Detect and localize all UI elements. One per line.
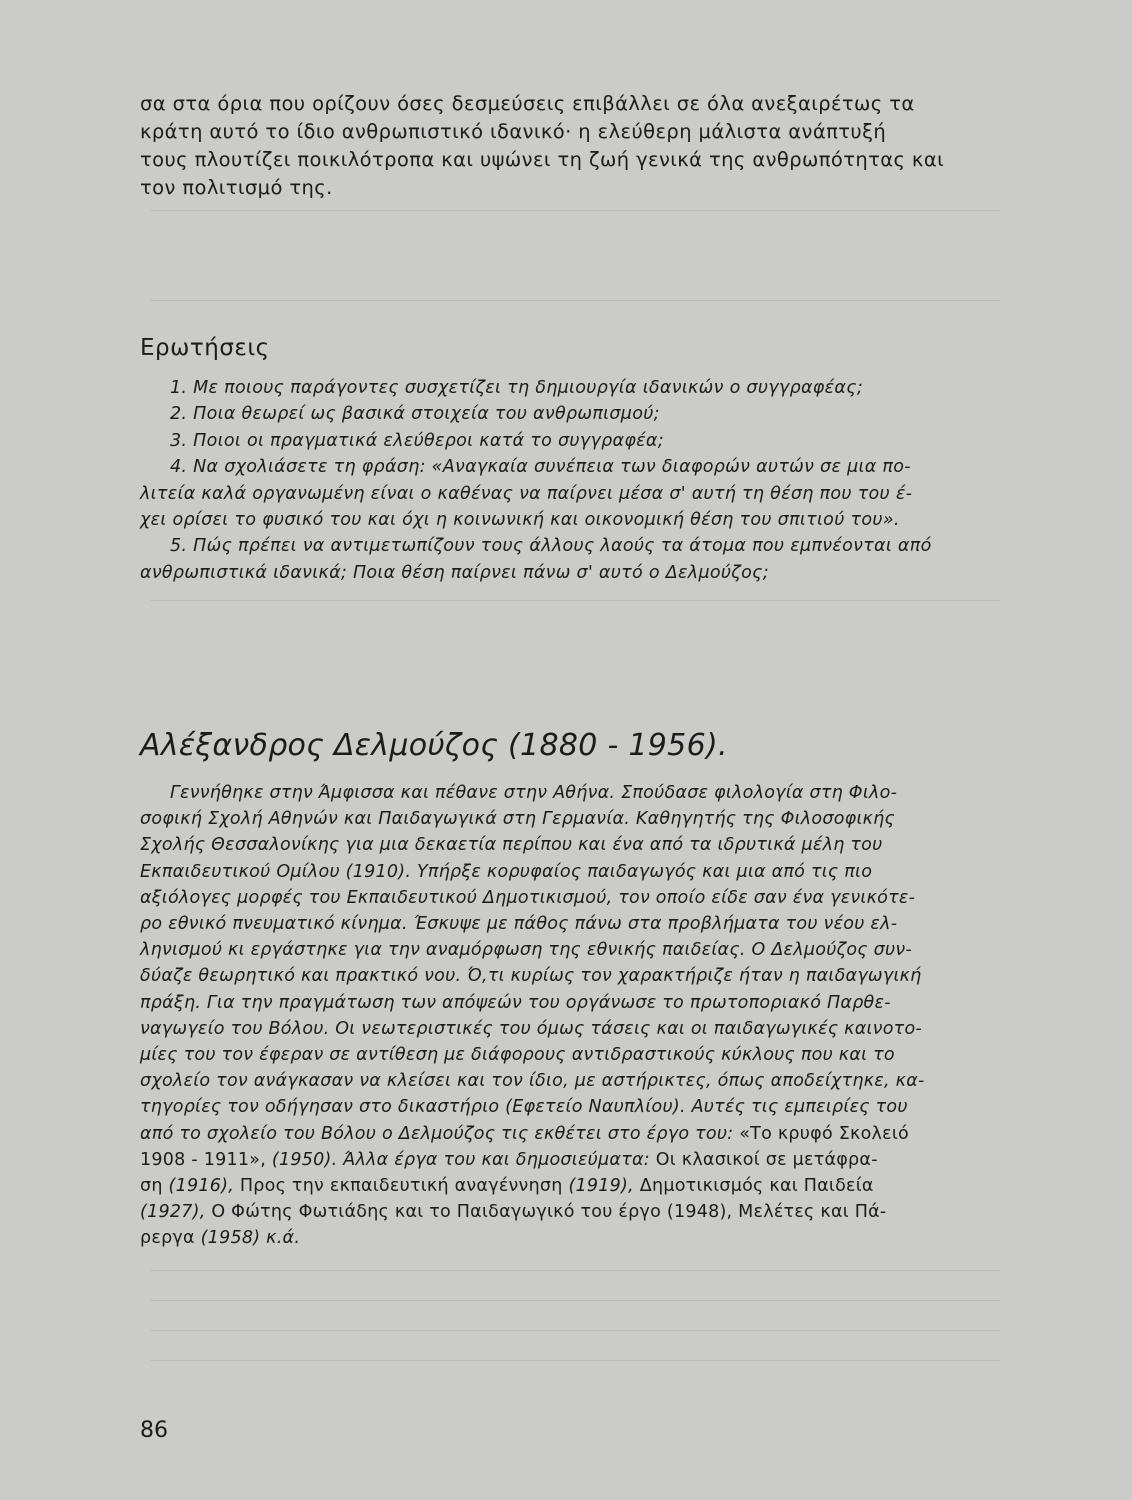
bio-line: Σχολής Θεσσαλονίκης για μια δεκαετία περίπου και ένα από τα ιδρυτικά μέλη του	[140, 835, 883, 856]
bio-line	[140, 1199, 1014, 1225]
work-date: (1958) κ.ά.	[200, 1228, 301, 1249]
biography-paragraph	[140, 780, 1014, 1252]
question-line: 4. Να σχολιάσετε τη φράση: «Αναγκαία συνέπεια των διαφορών αυτών σε μια πο-	[170, 457, 911, 478]
work-title: ρεργα	[140, 1228, 195, 1249]
bio-line: Γεννήθηκε στην Άμφισσα και πέθανε στην Αθήνα. Σπούδασε φιλολογία στη Φιλο-	[170, 783, 898, 803]
bio-line: Εκπαιδευτικού Ομίλου (1910). Υπήρξε κορυφαίος παιδαγωγός και μια από τις πιο	[140, 861, 873, 882]
bio-line: αξιόλογες μορφές του Εκπαιδευτικού Δημοτικισμού, τον οποίο είδε σαν ένα γενικότε-	[140, 887, 916, 908]
question-line: 5. Πώς πρέπει να αντιμετωπίζουν τους άλλους λαούς τα άτομα που εμπνέονται από	[170, 536, 932, 557]
intro-line: τον πολιτισμό της.	[140, 176, 333, 199]
bio-line: σοφική Σχολή Αθηνών και Παιδαγωγικά στη Γερμανία. Καθηγητής της Φιλοσοφικής	[140, 809, 896, 830]
bio-text: από το σχολείο του Βόλου ο Δελμούζος τις εκθέτει στο έργο του:	[140, 1123, 734, 1144]
page-number: 86	[140, 1418, 168, 1443]
intro-line: κράτη αυτό το ίδιο ανθρωπιστικό ιδανικό· η ελεύθερη μάλιστα ανάπτυξή	[140, 120, 887, 143]
bio-line: ληνισμού κι εργάστηκε για την αναμόρφωση της εθνικής παιδείας. Ο Δελμούζος συν-	[140, 940, 912, 961]
questions-list	[140, 375, 1014, 586]
other-works-label: Άλλα έργα του και δημοσιεύματα:	[343, 1149, 650, 1170]
bio-line	[140, 1147, 1014, 1173]
work-title: «Το κρυφό Σκολειό	[739, 1123, 909, 1144]
intro-line: σα στα όρια που ορίζουν όσες δεσμεύσεις επιβάλλει σε όλα ανεξαιρέτως τα	[140, 92, 915, 115]
work-date: (1950).	[271, 1149, 338, 1170]
work-title: Δημοτικισμός και Παιδεία	[639, 1176, 874, 1197]
intro-paragraph	[140, 90, 1012, 202]
work-date: (1927),	[140, 1202, 206, 1223]
question-line: λιτεία καλά οργανωμένη είναι ο καθένας να παίρνει μέσα σ' αυτή τη θέση που του έ-	[140, 483, 913, 504]
work-title: ση	[140, 1176, 163, 1197]
question-line: ανθρωπιστικά ιδανικά; Ποια θέση παίρνει πάνω σ' αυτό ο Δελμούζος;	[140, 562, 769, 583]
questions-heading: Ερωτήσεις	[140, 335, 270, 361]
bio-line: ναγωγείο του Βόλου. Οι νεωτεριστικές του όμως τάσεις και οι παιδαγωγικές καινοτο-	[140, 1018, 922, 1039]
work-date: (1919),	[568, 1176, 634, 1197]
bio-line: δύαζε θεωρητικό και πρακτικό νου. Ό,τι κυρίως τον χαρακτήριζε ήταν η παιδαγωγική	[140, 966, 922, 987]
question-line: 3. Ποιοι οι πραγματικά ελεύθεροι κατά το συγγραφέα;	[170, 430, 664, 451]
question-line: 2. Ποια θεωρεί ως βασικά στοιχεία του ανθρωπισμού;	[170, 404, 660, 425]
bio-line: μίες του τον έφεραν σε αντίθεση με διάφορους αντιδραστικούς κύκλους που και το	[140, 1045, 895, 1066]
bio-line: σχολείο τον ανάγκασαν να κλείσει και τον ίδιο, με αστήρικτες, όπως αποδείχτηκε, κα-	[140, 1071, 925, 1092]
bio-line: τηγορίες τον οδήγησαν στο δικαστήριο (Εφετείο Ναυπλίου). Αυτές τις εμπειρίες του	[140, 1097, 908, 1118]
bio-line: πράξη. Για την πραγμάτωση των απόψεών του οργάνωσε το πρωτοποριακό Παρθε-	[140, 992, 891, 1013]
bio-line	[140, 1173, 1014, 1199]
bio-line	[140, 1225, 1014, 1251]
bio-line: ρο εθνικό πνευματικό κίνημα. Έσκυψε με πάθος πάνω στα προβλήματα του νέου ελ-	[140, 914, 898, 935]
work-title: Οι κλασικοί σε μετάφρα-	[655, 1149, 878, 1170]
question-line: χει ορίσει το φυσικό του και όχι η κοινωνική και οικονομική θέση του σπιτιού του».	[140, 510, 900, 531]
work-date: (1916),	[168, 1176, 235, 1197]
work-title: Προς την εκπαιδευτική αναγέννηση	[239, 1176, 563, 1197]
intro-line: τους πλουτίζει ποικιλότροπα και υψώνει τη ζωή γενικά της ανθρωπότητας και	[140, 148, 945, 171]
work-title: Ο Φώτης Φωτιάδης και το Παιδαγωγικό του έργο (1948), Μελέτες και Πά-	[211, 1202, 887, 1223]
bio-line	[140, 1121, 1014, 1147]
work-title: 1908 - 1911»,	[140, 1149, 267, 1170]
question-line: 1. Με ποιους παράγοντες συσχετίζει τη δημιουργία ιδανικών ο συγγραφέας;	[170, 378, 864, 398]
biography-title: Αλέξανδρος Δελμούζος (1880 - 1956).	[140, 728, 728, 763]
